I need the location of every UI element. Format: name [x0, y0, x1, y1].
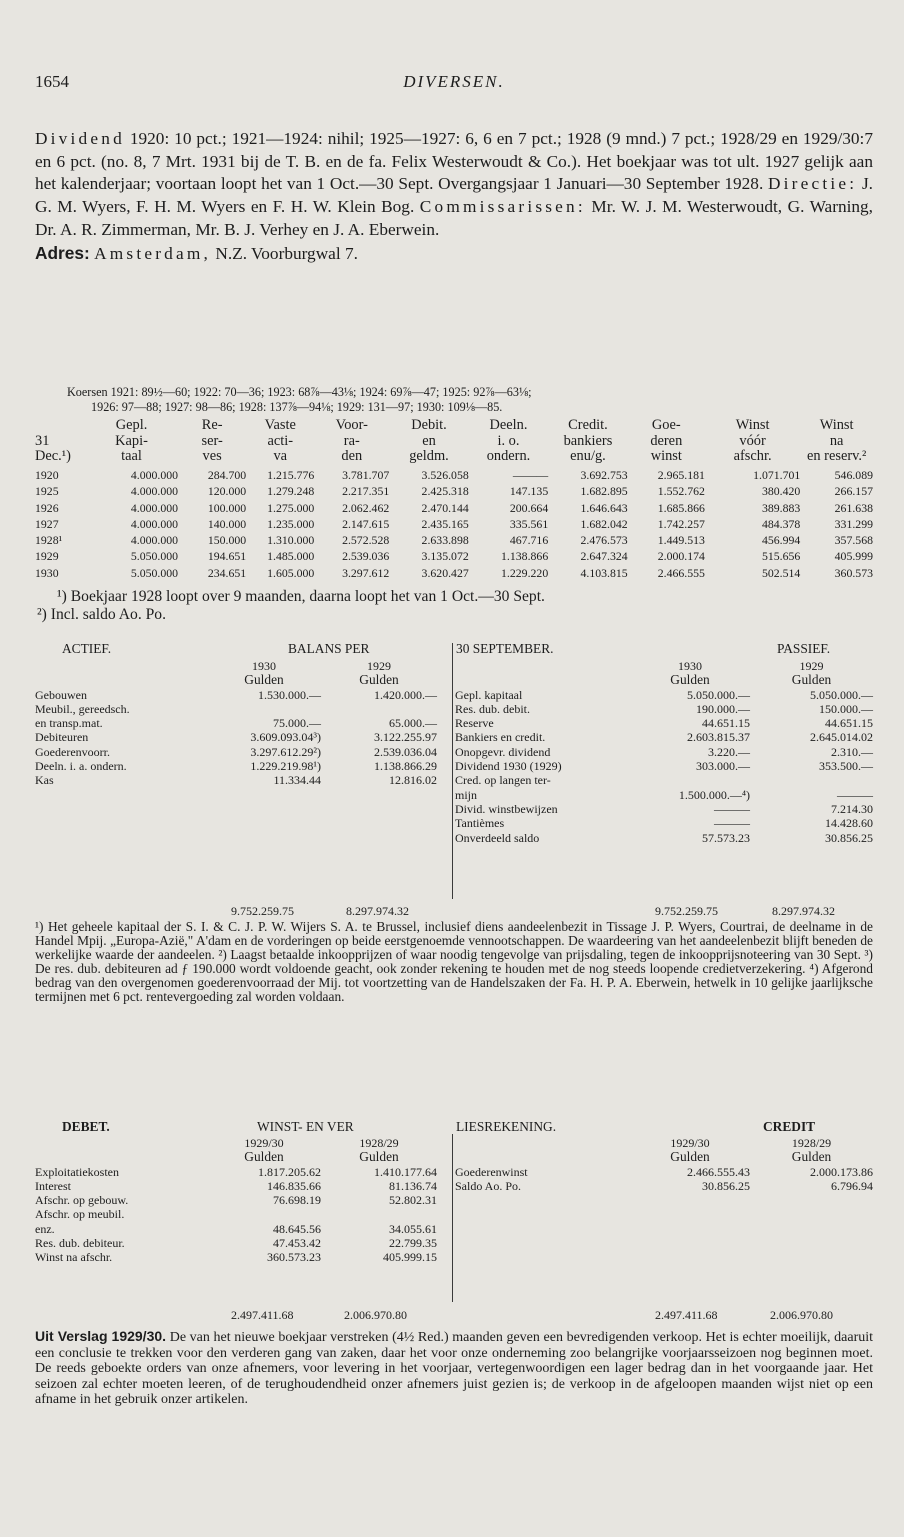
passief-row-value: 5.050.000.— [687, 687, 750, 702]
actief-row-value: 75.000.— [273, 716, 321, 731]
dividend-row-cell: 360.573 [834, 565, 873, 580]
dividend-row-cell: 405.999 [834, 549, 873, 564]
passief-row-value: ——— [714, 801, 750, 816]
actief-row-value: 1.138.866.29 [374, 759, 437, 774]
dividend-row-cell: 5.050.000 [130, 549, 179, 564]
intro-paragraph [35, 128, 873, 265]
actief-row [35, 688, 437, 702]
dividend-header-row [35, 418, 873, 434]
balans-total-actief-a: 9.752.259.75 [231, 904, 294, 918]
dividend-header-row-cell: ondern. [486, 448, 531, 465]
dividend-row-cell: 120.000 [207, 484, 247, 499]
debet-row [35, 1193, 437, 1207]
winst-debet-table [35, 1136, 437, 1265]
balans-left-unit-b: Gulden [359, 672, 399, 688]
passief-row-label: Onopgevr. dividend [455, 744, 551, 759]
dividend-row-cell: ——— [512, 468, 549, 482]
dividend-row-cell: 1.742.257 [657, 516, 705, 531]
actief-row-label: en transp.mat. [35, 716, 103, 731]
winst-credit-table [455, 1136, 873, 1193]
passief-row-value: 2.310.— [831, 744, 873, 759]
debet-row-label: enz. [35, 1221, 55, 1236]
debet-row-label: Res. dub. debiteur. [35, 1236, 125, 1251]
balans-heading-a: BALANS PER [288, 641, 370, 656]
dividend-row-cell: 484.378 [761, 516, 801, 531]
winst-right-year-b: 1928/29 [791, 1136, 832, 1150]
debet-row-value: 76.698.19 [273, 1193, 321, 1208]
balans-total-passief-b: 8.297.974.32 [772, 904, 835, 918]
debet-row-label: Interest [35, 1178, 71, 1193]
adres-city: Amsterdam, [94, 243, 212, 263]
actief-row-value: 65.000.— [389, 716, 437, 731]
debet-row [35, 1236, 437, 1250]
balans-right-year-b: 1929 [799, 659, 824, 673]
actief-row-value: 3.609.093.04³) [250, 730, 321, 745]
dividend-row-cell: 1.605.000 [267, 565, 315, 580]
passief-heading: PASSIEF. [777, 641, 831, 656]
credit-row-value: 6.796.94 [831, 1178, 873, 1193]
dividend-row-cell: 502.514 [761, 565, 801, 580]
dividend-row-cell: 3.692.753 [580, 468, 628, 482]
debet-row-value: 81.136.74 [389, 1178, 437, 1193]
debet-row-value: 1.817.205.62 [258, 1164, 321, 1179]
dividend-header-row-cell: Goe- [651, 417, 681, 433]
passief-row-value: 1.500.000.—⁴) [678, 787, 750, 802]
winst-total-debet-b: 2.006.970.80 [344, 1308, 407, 1322]
actief-row [35, 702, 437, 716]
dividend-row-cell: 3.526.058 [421, 468, 469, 482]
dividend-row-cell: 1.682.042 [580, 516, 628, 531]
dividend-row-cell: 1.279.248 [267, 484, 315, 499]
dividend-header-row-cell: winst [650, 448, 682, 465]
actief-row-value: 3.122.255.97 [374, 730, 437, 745]
balans-heading-b: 30 SEPTEMBER. [456, 641, 554, 656]
dividend-row [35, 467, 873, 483]
passief-row [455, 730, 873, 744]
page-header [35, 72, 873, 96]
dividend-row-cell: 4.000.000 [130, 500, 179, 515]
dividend-header-row-cell: ser- [201, 432, 223, 449]
debet-row-value: 22.799.35 [389, 1236, 437, 1251]
dividend-row-cell: 1.685.866 [657, 500, 705, 515]
credit-row [455, 1165, 873, 1179]
dividend-row-cell: 1.485.000 [267, 549, 315, 564]
dividend-text: 1920: 10 pct.; 1921—1924: nihil; 1925—1927: 6, 6 en 7 pct.; 1928 (9 mnd.) 7 pct.; 1928/29 en 1929/30:7 en 6 pct. (no. 8, 7 Mrt. 1931 bij de T. B. en de fa. Felix Westerwoudt & Co.). Het boekjaar was tot ult. 1927 gelijk aan het kalenderjaar; voortaan loopt het van 1 Oct.—30 Sept. Overgangsjaar 1 Januari—30 September 1928. [35, 129, 873, 194]
dividend-header-row-cell: Winst [819, 417, 854, 433]
balans-right-year-a: 1930 [678, 659, 702, 673]
dividend-header-row-cell: Re- [201, 417, 223, 433]
dividend-row-cell: 266.157 [834, 484, 873, 499]
dividend-row-cell: 1.235.000 [267, 516, 315, 531]
passief-row [455, 702, 873, 716]
winst-total-debet-a: 2.497.411.68 [231, 1308, 294, 1322]
winst-right-year-a: 1929/30 [670, 1136, 710, 1150]
actief-row-value: 2.539.036.04 [374, 744, 437, 759]
dividend-header-row-cell: Dec.¹) [35, 448, 71, 465]
dividend-header-row [35, 434, 873, 450]
passief-row-label: Tantièmes [455, 816, 505, 831]
credit-row [455, 1179, 873, 1193]
dividend-row-cell: 2.633.898 [421, 533, 469, 548]
winst-right-unit-a: Gulden [670, 1149, 710, 1165]
dividend-header-row-cell: ves [202, 448, 222, 465]
passief-row-value: 30.856.25 [825, 830, 873, 845]
passief-row [455, 816, 873, 830]
koersen-line-2: 1926: 97—88; 1927: 98—86; 1928: 137⅞—94⅛; 1929: 131—97; 1930: 109⅛—85. [91, 399, 503, 414]
page-title: DIVERSEN. [403, 72, 505, 91]
actief-row-value [207, 702, 321, 716]
commissarissen-text: Mr. W. J. M. Westerwoudt, G. Warning, Dr. A. R. Zimmerman, Mr. B. J. Verhey en J. A. Eberwein. [35, 197, 874, 239]
actief-row-label: Deeln. i. a. ondern. [35, 759, 127, 774]
dividend-row-cell: 5.050.000 [130, 565, 179, 580]
dividend-row-cell: 467.716 [509, 533, 549, 548]
debet-row-value: 360.573.23 [267, 1250, 321, 1265]
dividend-header-row-cell: acti- [267, 432, 294, 449]
verslag-label: Uit Verslag 1929/30. [35, 1328, 167, 1344]
credit-row-value: 30.856.25 [702, 1178, 750, 1193]
dividend-row-cell: 3.297.612 [342, 565, 390, 580]
dividend-row-cell: 140.000 [207, 516, 247, 531]
dividend-header-row-cell: Gepl. [115, 417, 148, 433]
credit-heading: CREDIT [763, 1119, 816, 1134]
actief-row-label: Gebouwen [35, 687, 87, 702]
dividend-row-cell: 1.449.513 [657, 533, 705, 548]
passief-row [455, 745, 873, 759]
dividend-row-cell: 2.476.573 [580, 533, 628, 548]
dividend-row-cell: 2.000.174 [657, 549, 705, 564]
actief-row-label: Meubil., gereedsch. [35, 701, 130, 716]
winst-left-unit-a: Gulden [244, 1149, 284, 1165]
dividend-row [35, 532, 873, 548]
passief-row-value: ——— [714, 816, 750, 831]
dividend-row-cell: 200.664 [509, 500, 549, 515]
dividend-row-cell: 4.000.000 [130, 533, 179, 548]
dividend-header-row-cell: 31 [35, 432, 50, 449]
directie-text: J. G. M. Wyers, F. H. M. Wyers en F. H. W. Klein Bog. [35, 174, 873, 217]
debet-row [35, 1179, 437, 1193]
balans-left-year-b: 1929 [367, 659, 391, 673]
winst-total-credit-a: 2.497.411.68 [655, 1308, 718, 1322]
dividend-row-cell: 4.000.000 [130, 484, 179, 499]
passief-row-value: 5.050.000.— [810, 687, 873, 702]
dividend-row-cell: 2.470.144 [421, 500, 469, 515]
dividend-header-row-cell: Vaste [264, 417, 296, 433]
passief-row-label: Res. dub. debit. [455, 701, 530, 716]
actief-row [35, 745, 437, 759]
debet-row [35, 1222, 437, 1236]
dividend-header-row-cell: Winst [735, 417, 770, 433]
dividend-row-cell: 3.781.707 [342, 468, 390, 482]
balans-total-actief-b: 8.297.974.32 [346, 904, 409, 918]
dividend-row-cell: 2.425.318 [421, 484, 469, 499]
dividend-row-cell: 389.883 [761, 500, 801, 515]
commissarissen-label: Commissarissen: [419, 197, 586, 217]
dividend-row-cell: 2.217.351 [342, 484, 390, 499]
balans-total-passief-a: 9.752.259.75 [655, 904, 718, 918]
passief-row-value: 14.428.60 [825, 816, 873, 831]
winst-right-unit-b: Gulden [791, 1149, 832, 1165]
passief-row [455, 788, 873, 802]
dividend-row-cell: 380.420 [761, 484, 801, 499]
credit-row-value: 2.466.555.43 [687, 1164, 750, 1179]
dividend-row-cell: 331.299 [834, 516, 873, 531]
passief-row-label: Reserve [455, 716, 494, 731]
dividend-table-header [35, 418, 873, 465]
debet-row-value: 34.055.61 [389, 1221, 437, 1236]
dividend-row-cell: 1.071.701 [753, 468, 801, 482]
dividend-row-cell: 1.275.000 [267, 500, 315, 515]
passief-row-label: Cred. op langen ter- [455, 773, 551, 788]
dividend-row [35, 548, 873, 564]
passief-row-label: mijn [455, 787, 478, 802]
dividend-row-cell: 1.310.000 [267, 533, 315, 548]
dividend-header-row-cell: den [341, 448, 363, 465]
dividend-row [35, 500, 873, 516]
passief-row-value: 353.500.— [819, 759, 873, 774]
winst-total-credit-b: 2.006.970.80 [770, 1308, 833, 1322]
dividend-header-row-cell: bankiers [563, 432, 613, 449]
dividend-header-row-cell: enu/g. [570, 448, 606, 465]
verslag-paragraph [35, 1329, 873, 1408]
page-number: 1654 [35, 72, 69, 91]
dividend-header-row [35, 449, 873, 465]
dividend-header-row-cell: Kapi- [115, 432, 148, 449]
winst-left-year-a: 1929/30 [244, 1136, 284, 1150]
actief-row [35, 773, 437, 787]
dividend-row-cell: 357.568 [834, 533, 873, 548]
dividend-row-cell: 3.135.072 [421, 549, 469, 564]
dividend-row-cell: 1925 [35, 484, 59, 499]
debet-row [35, 1165, 437, 1179]
dividend-row-cell: 456.994 [761, 533, 801, 548]
dividend-row-cell: 2.062.462 [342, 500, 390, 515]
dividend-row [35, 516, 873, 532]
passief-row-value: 44.651.15 [825, 716, 873, 731]
dividend-row-cell: 147.135 [509, 484, 549, 499]
adres-street: N.Z. Voorburgwal 7. [215, 243, 358, 263]
winst-heading-b: LIESREKENING. [456, 1119, 557, 1134]
credit-row-label: Goederenwinst [455, 1164, 528, 1179]
dividend-row [35, 483, 873, 499]
dividend-row-cell: 1920 [35, 468, 59, 482]
dividend-table [35, 467, 873, 581]
balans-left-unit-a: Gulden [244, 672, 284, 688]
passief-row-value: 3.220.— [708, 744, 750, 759]
actief-row-label: Debiteuren [35, 730, 89, 745]
passief-row-value: 2.603.815.37 [687, 730, 750, 745]
dividend-row-cell: 2.647.324 [580, 549, 628, 564]
dividend-row-cell: 546.089 [834, 468, 873, 482]
actief-row-value: 1.229.219.98¹) [250, 759, 321, 774]
dividend-row-cell: 234.651 [207, 565, 247, 580]
dividend-header-row-cell: i. o. [497, 432, 520, 449]
debet-row [35, 1250, 437, 1264]
passief-row-label: Dividend 1930 (1929) [455, 759, 562, 774]
debet-heading: DEBET. [62, 1119, 110, 1134]
dividend-header-row-cell [35, 418, 85, 434]
balans-notes: ¹) Het geheele kapitaal der S. I. & C. J. P. W. Wijers S. A. te Brussel, inclusief diens aandeelenbezit in Tissage J. P. Wyers, Courtrai, de deelname in de Handel Mpij. „Europa-Azië," A'dam en de vorderingen op beide eerstgenoemde vennootschappen. De waardeering van het aandeelenbezit blijft beneden de werkelijke waarde der aandeelen. ²) Laagst betaalde inkoopprijzen of waar noodig tengevolge van prijsdaling, tegen de inkoopprijsnoteering van 30 Sept. ³) De res. dub. debiteuren ad ƒ 190.000 wordt voldoende geacht, ook zonder rekening te houden met de nog steeds loopende credietverzekering. ⁴) Afgerond bedrag van den overgenomen goederenvoorraad der Mij. tot voortzetting van de Handelszaken der Fa. H. P. A. Eberwein, hetwelk in 10 gelijke jaarlijksche termijnen met 6 pct. rentevergoeding zal worden voldaan. [35, 919, 873, 1004]
dividend-row-cell: 1930 [35, 565, 59, 580]
dividend-row-cell: 2.539.036 [342, 549, 390, 564]
balans-right-unit-a: Gulden [670, 672, 710, 688]
dividend-row-cell: 284.700 [207, 468, 247, 482]
actief-row-value [321, 702, 437, 716]
dividend-header-row-cell: Credit. [568, 417, 608, 433]
dividend-row-cell: 1928¹ [35, 533, 63, 548]
dividend-header-row-cell: Debit. [411, 417, 447, 433]
passief-row-label: Divid. winstbewijzen [455, 801, 558, 816]
passief-row [455, 831, 873, 845]
balans-left-year-a: 1930 [252, 659, 276, 673]
dividend-row-cell: 261.638 [834, 500, 873, 515]
debet-row-value: 48.645.56 [273, 1221, 321, 1236]
balans-right-unit-b: Gulden [791, 672, 832, 688]
dividend-row-cell: 2.147.615 [342, 516, 390, 531]
dividend-header-row-cell: vóór [739, 432, 766, 449]
dividend-row [35, 565, 873, 581]
dividend-row-cell: 3.620.427 [421, 565, 469, 580]
directie-label: Directie: [767, 174, 858, 194]
actief-row-value: 12.816.02 [389, 773, 437, 788]
passief-row-value: ——— [837, 787, 873, 802]
debet-row-value: 52.802.31 [389, 1193, 437, 1208]
debet-row-label: Afschr. op meubil. [35, 1207, 125, 1222]
winst-heading-a: WINST- EN VER [257, 1119, 354, 1134]
debet-row-label: Exploitatiekosten [35, 1164, 119, 1179]
passief-row-value: 57.573.23 [702, 830, 750, 845]
dividend-header-row-cell: en reserv.² [806, 448, 867, 465]
dividend-header-row-cell: Deeln. [489, 417, 528, 433]
passief-row-value: 150.000.— [819, 701, 873, 716]
passief-row [455, 759, 873, 773]
passief-row-value: 7.214.30 [831, 801, 873, 816]
actief-heading: ACTIEF. [62, 641, 112, 656]
actief-row-label: Goederenvoorr. [35, 744, 110, 759]
debet-row-value: 146.835.66 [267, 1178, 321, 1193]
debet-row-label: Afschr. op gebouw. [35, 1193, 129, 1208]
passief-row-value: 303.000.— [696, 759, 750, 774]
adres-label: Adres: [35, 242, 90, 263]
winst-left-unit-b: Gulden [359, 1149, 399, 1165]
passief-row-value [750, 773, 873, 787]
dividend-row-cell: 1.138.866 [501, 549, 549, 564]
dividend-header-row-cell: va [273, 448, 288, 465]
dividend-row-cell: 1.552.762 [657, 484, 705, 499]
debet-row [35, 1207, 437, 1221]
debet-row-value: 1.410.177.64 [374, 1164, 437, 1179]
actief-row [35, 759, 437, 773]
passief-row-label: Gepl. kapitaal [455, 687, 523, 702]
credit-row-label: Saldo Ao. Po. [455, 1178, 522, 1193]
balans-divider [452, 643, 453, 899]
koersen-block [35, 385, 873, 415]
passief-row-label: Onverdeeld saldo [455, 830, 540, 845]
debet-row-value [321, 1207, 437, 1221]
dividend-row-cell: 1929 [35, 549, 59, 564]
winst-divider [452, 1134, 453, 1302]
footnote-2: ²) Incl. saldo Ao. Po. [37, 605, 166, 623]
dividend-row-cell: 194.651 [207, 549, 247, 564]
balans-passief-table [455, 659, 873, 845]
dividend-header-row-cell: deren [650, 432, 683, 449]
passief-row-value: 44.651.15 [702, 716, 750, 731]
debet-row-value [207, 1207, 321, 1221]
passief-row-value [630, 773, 750, 787]
dividend-header-row-cell: na [829, 432, 844, 449]
passief-row [455, 773, 873, 787]
passief-row-label: Bankiers en credit. [455, 730, 546, 745]
debet-row-value: 405.999.15 [383, 1250, 437, 1265]
passief-row [455, 802, 873, 816]
actief-row-label: Kas [35, 773, 54, 788]
dividend-header-row-cell: en [422, 432, 436, 449]
dividend-header-row-cell: ra- [343, 432, 360, 449]
actief-row-value: 1.530.000.— [258, 687, 321, 702]
dividend-row-cell: 1926 [35, 500, 59, 515]
passief-row-value: 190.000.— [696, 701, 750, 716]
dividend-header-row-cell: Voor- [335, 417, 368, 433]
footnote-1: ¹) Boekjaar 1928 loopt over 9 maanden, daarna loopt het van 1 Oct.—30 Sept. [57, 588, 545, 605]
passief-row [455, 716, 873, 730]
actief-row-value: 11.334.44 [273, 773, 321, 788]
debet-row-value: 47.453.42 [273, 1236, 321, 1251]
debet-row-label: Winst na afschr. [35, 1250, 113, 1265]
dividend-row-cell: 1.229.220 [501, 565, 549, 580]
dividend-footnotes [35, 588, 873, 623]
dividend-row-cell: 1.682.895 [580, 484, 628, 499]
credit-row-value: 2.000.173.86 [810, 1164, 873, 1179]
dividend-row-cell: 2.466.555 [657, 565, 705, 580]
dividend-row-cell: 150.000 [207, 533, 247, 548]
winst-left-year-b: 1928/29 [359, 1136, 399, 1150]
actief-row-value: 3.297.612.29²) [250, 744, 321, 759]
dividend-row-cell: 335.561 [509, 516, 549, 531]
dividend-row-cell: 1927 [35, 516, 59, 531]
actief-row [35, 730, 437, 744]
dividend-row-cell: 4.103.815 [580, 565, 628, 580]
dividend-header-row-cell: taal [121, 448, 142, 465]
dividend-header-row-cell: afschr. [733, 448, 772, 465]
dividend-label: Dividend [35, 129, 125, 148]
dividend-row-cell: 2.435.165 [421, 516, 469, 531]
dividend-row-cell: 4.000.000 [130, 516, 179, 531]
dividend-row-cell: 515.656 [761, 549, 801, 564]
dividend-header-row-cell: geldm. [409, 448, 449, 465]
dividend-row-cell: 1.215.776 [267, 468, 315, 482]
actief-row-value: 1.420.000.— [374, 687, 437, 702]
passief-row [455, 688, 873, 702]
passief-row-value: 2.645.014.02 [810, 730, 873, 745]
dividend-row-cell: 2.572.528 [342, 533, 390, 548]
actief-row [35, 716, 437, 730]
verslag-text: De van het nieuwe boekjaar verstreken (4½ Red.) maanden geven een bevredigenden verkoop. Het is echter moeilijk, daaruit een conclusie te trekken voor den verderen gang van zaken, daar het voor onze onderneming zoo belangrijke voorjaarsseizoen nog beginnen moet. De reeds geboekte orders van onze afnemers, voor levering in het voorjaar, vertegenwoordigen een lager bedrag dan in het voorgaande jaar. Het seizoen zal echter moeten leeren, of de terughoudendheid onzer afnemers juist gezien is; de verkoop in de afgeloopen maanden wijst niet op een afname in het gebruik onzer artikelen. [35, 1330, 874, 1408]
dividend-row-cell: 100.000 [207, 500, 247, 515]
dividend-row-cell: 1.646.643 [580, 500, 628, 515]
dividend-row-cell: 4.000.000 [130, 468, 179, 482]
balans-actief-table [35, 659, 437, 788]
koersen-line-1: Koersen 1921: 89½—60; 1922: 70—36; 1923: 68⅞—43⅛; 1924: 69⅞—47; 1925: 92⅞—63⅛; [67, 385, 532, 399]
dividend-row-cell: 2.965.181 [657, 468, 705, 482]
